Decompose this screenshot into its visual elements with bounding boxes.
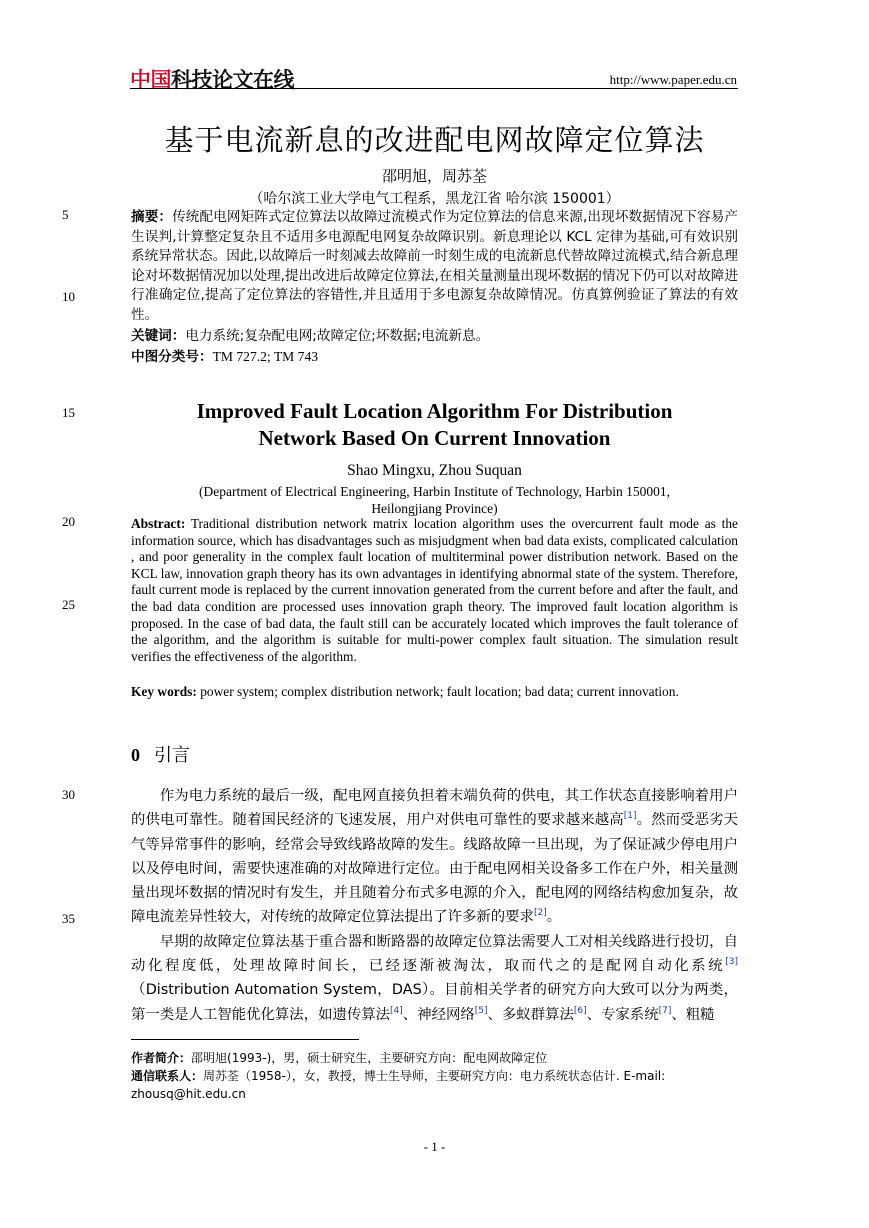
footnote-rule bbox=[131, 1039, 359, 1040]
paper-title-cn: 基于电流新息的改进配电网故障定位算法 bbox=[164, 123, 705, 157]
footnote bbox=[131, 1049, 738, 1103]
line-number: 35 bbox=[62, 911, 75, 926]
authors-en: Shao Mingxu, Zhou Suquan bbox=[347, 462, 522, 479]
affiliation-cn: （哈尔滨工业大学电气工程系，黑龙江省 哈尔滨 150001） bbox=[249, 191, 620, 207]
citation[interactable]: [1] bbox=[623, 811, 637, 822]
abstract-en: Abstract: Traditional distribution network matrix location algorithm uses the overcurrent fault mode as the information source, which has disadvantages such as misjudgment when bad data exists, complicated calculation , and poor generality in the complex fault location of multiterminal power distribution network. Based on the KCL law, innovation graph theory has its own advantages in identifying abnormal state of the system. Therefore, fault current mode is replaced by the current innovation generated from the current before and after the fault, and the bad data condition are processed uses innovation graph theory. The improved fault location algorithm is proposed. In the case of bad data, the fault still can be accurately located which improves the fault tolerance of the algorithm, and the algorithm is suitable for multi-power complex fault situation. The simulation result verifies the effectiveness of the algorithm. bbox=[131, 516, 738, 664]
header-url[interactable]: http://www.paper.edu.cn bbox=[609, 72, 737, 87]
citation[interactable]: [6] bbox=[573, 1005, 587, 1016]
citation[interactable]: [5] bbox=[474, 1005, 488, 1016]
line-number: 20 bbox=[62, 514, 75, 529]
page-number: - 1 - bbox=[423, 1139, 446, 1154]
authors-cn: 邵明旭，周苏荃 bbox=[381, 169, 487, 185]
paragraph: 作为电力系统的最后一级，配电网直接负担着末端负荷的供电，其工作状态直接影响着用户的供电可靠性。随着国民经济的飞速发展，用户对供电可靠性的要求越来越高[1]。然而受恶劣天气等异常事件的影响，经常会导致线路故障的发生。线路故障一旦出现，为了保证减少停电用户以及停电时间，需要快速准确的对故障进行定位。由于配电网相关设备多工作在户外，相关量测量出现坏数据的情况时有发生，并且随着分布式多电源的介入，配电网的网络结构愈加复杂，故障电流差异性较大，对传统的故障定位算法提出了许多新的要求[2]。 bbox=[131, 788, 738, 926]
citation[interactable]: [7] bbox=[658, 1005, 672, 1016]
journal-logo: 中国科技论文在线 bbox=[130, 68, 294, 92]
line-number: 15 bbox=[62, 405, 75, 420]
line-number: 30 bbox=[62, 787, 75, 802]
author-bio: 作者简介：邵明旭(1993-)，男，硕士研究生，主要研究方向：配电网故障定位 bbox=[131, 1051, 548, 1065]
abstract-cn: 摘要：传统配电网矩阵式定位算法以故障过流模式作为定位算法的信息来源,出现坏数据情况下容易产生误判,计算整定复杂且不适用多电源配电网复杂故障识别。新息理论以 KCL 定律为基础,可有效识别系统异常状态。因此,以故障后一时刻减去故障前一时刻生成的电流新息代替故障过流模式,结合新息理论对坏数据情况加以处理,提出改进后故障定位算法,在相关量测量出现坏数据的情况下仍可以对故障进行准确定位,提高了定位算法的容错性,并且适用于多电源复杂故障情况。仿真算例验证了算法的有效性。 bbox=[131, 209, 738, 323]
line-number: 10 bbox=[62, 289, 75, 304]
citation[interactable]: [3] bbox=[725, 957, 738, 968]
keywords-en: Key words: power system; complex distribution network; fault location; bad data; current innovation. bbox=[131, 684, 679, 699]
citation[interactable]: [2] bbox=[533, 908, 547, 919]
paper-title-en: Improved Fault Location Algorithm For Distribution Network Based On Current Innovation bbox=[196, 399, 673, 450]
corresponding-author: 通信联系人：周苏荃（1958-），女，教授，博士生导师，主要研究方向：电力系统状态估计. E-mail: zhousq@hit.edu.cn bbox=[131, 1069, 666, 1101]
paragraph: 早期的故障定位算法基于重合器和断路器的故障定位算法需要人工对相关线路进行投切，自动化程度低，处理故障时间长，已经逐渐被淘汰，取而代之的是配网自动化系统[3]（Distribution Automation System，DAS）。目前相关学者的研究方向大致可以分为两类，第一类是人工智能优化算法，如遗传算法[4]、神经网络[5]、多蚁群算法[6]、专家系统[7]、粗糙 bbox=[131, 933, 738, 1023]
clc-number: 中图分类号：TM 727.2; TM 743 bbox=[131, 349, 319, 365]
body-text bbox=[131, 784, 738, 1027]
keywords-cn: 关键词：电力系统;复杂配电网;故障定位;坏数据;电流新息。 bbox=[131, 328, 490, 344]
line-number: 5 bbox=[62, 207, 69, 222]
affiliation-en: (Department of Electrical Engineering, Harbin Institute of Technology, Harbin 150001, Heilongjiang Province) bbox=[198, 484, 671, 516]
citation[interactable]: [4] bbox=[390, 1005, 403, 1016]
section-heading: 0 引言 bbox=[131, 745, 190, 766]
line-number: 25 bbox=[62, 597, 75, 612]
header-rule bbox=[130, 88, 738, 89]
